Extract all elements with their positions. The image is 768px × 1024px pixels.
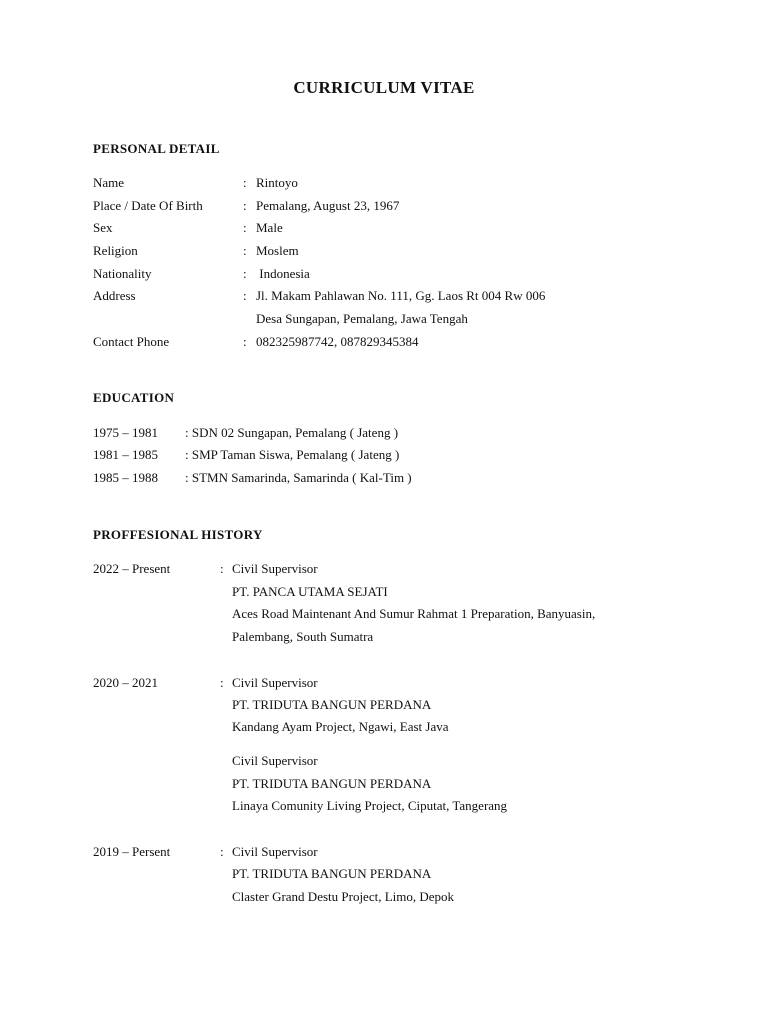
- nationality-value: Indonesia: [256, 266, 310, 281]
- history-heading: PROFFESIONAL HISTORY: [93, 527, 263, 542]
- personal-detail-heading: PERSONAL DETAIL: [93, 141, 220, 156]
- history-position: Civil Supervisor: [232, 753, 318, 768]
- colon: :: [243, 198, 247, 213]
- history-position: Civil Supervisor: [232, 844, 318, 859]
- history-company: PT. TRIDUTA BANGUN PERDANA: [232, 866, 432, 881]
- history-project: Aces Road Maintenant And Sumur Rahmat 1 Preparation, Banyuasin,: [232, 606, 596, 621]
- religion-value: Moslem: [256, 243, 299, 258]
- education-heading: EDUCATION: [93, 390, 175, 405]
- colon: :: [243, 288, 247, 303]
- history-position: Civil Supervisor: [232, 561, 318, 576]
- history-position: Civil Supervisor: [232, 675, 318, 690]
- colon: :: [220, 561, 224, 576]
- history-location: Palembang, South Sumatra: [232, 629, 374, 644]
- name-value: Rintoyo: [256, 175, 298, 190]
- birth-value: Pemalang, August 23, 1967: [256, 198, 400, 213]
- colon: :: [243, 334, 247, 349]
- address-value-line2: Desa Sungapan, Pemalang, Jawa Tengah: [256, 311, 468, 326]
- name-label: Name: [93, 175, 125, 190]
- colon: :: [243, 220, 247, 235]
- history-company: PT. TRIDUTA BANGUN PERDANA: [232, 776, 432, 791]
- history-years: 2020 – 2021: [93, 675, 158, 690]
- history-company: PT. TRIDUTA BANGUN PERDANA: [232, 697, 432, 712]
- history-years: 2022 – Present: [93, 561, 171, 576]
- colon: :: [220, 844, 224, 859]
- phone-value: 082325987742, 087829345384: [256, 334, 419, 349]
- education-years: 1981 – 1985: [93, 447, 158, 462]
- education-years: 1985 – 1988: [93, 470, 158, 485]
- education-school: : SDN 02 Sungapan, Pemalang ( Jateng ): [185, 425, 399, 440]
- education-years: 1975 – 1981: [93, 425, 158, 440]
- colon: :: [220, 675, 224, 690]
- history-company: PT. PANCA UTAMA SEJATI: [232, 584, 388, 599]
- phone-label: Contact Phone: [93, 334, 170, 349]
- education-school: : STMN Samarinda, Samarinda ( Kal-Tim ): [185, 470, 412, 485]
- page-title: CURRICULUM VITAE: [293, 78, 475, 97]
- history-years: 2019 – Persent: [93, 844, 171, 859]
- birth-label: Place / Date Of Birth: [93, 198, 203, 213]
- history-project: Kandang Ayam Project, Ngawi, East Java: [232, 719, 449, 734]
- religion-label: Religion: [93, 243, 138, 258]
- sex-label: Sex: [93, 220, 113, 235]
- address-value: Jl. Makam Pahlawan No. 111, Gg. Laos Rt 004 Rw 006: [256, 288, 546, 303]
- address-label: Address: [93, 288, 136, 303]
- nationality-label: Nationality: [93, 266, 152, 281]
- education-school: : SMP Taman Siswa, Pemalang ( Jateng ): [185, 447, 400, 462]
- colon: :: [243, 175, 247, 190]
- colon: :: [243, 266, 247, 281]
- colon: :: [243, 243, 247, 258]
- history-project: Claster Grand Destu Project, Limo, Depok: [232, 889, 455, 904]
- history-project: Linaya Comunity Living Project, Ciputat, Tangerang: [232, 798, 508, 813]
- sex-value: Male: [256, 220, 283, 235]
